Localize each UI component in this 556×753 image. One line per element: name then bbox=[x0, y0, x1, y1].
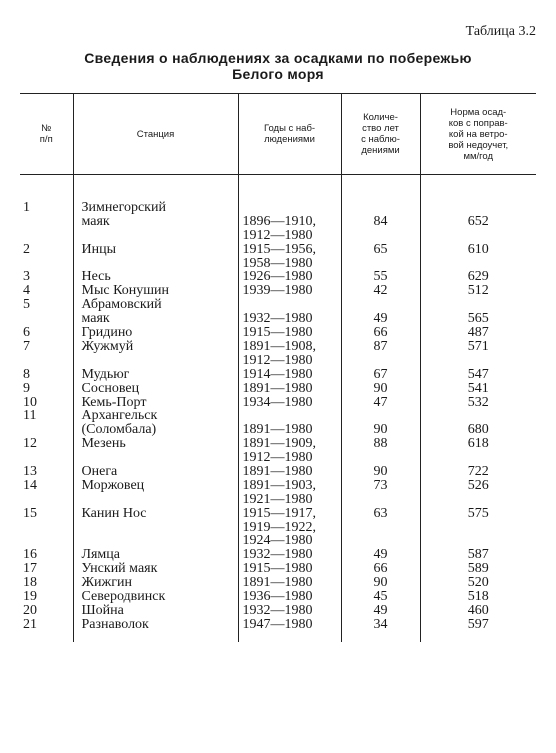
precipitation-norm bbox=[420, 590, 536, 604]
table-row bbox=[20, 465, 536, 479]
observation-years-line: 1891—1980 bbox=[242, 575, 313, 591]
precipitation-norm bbox=[420, 243, 536, 271]
precipitation-norm bbox=[420, 396, 536, 410]
station-name bbox=[73, 270, 238, 284]
years-count-line bbox=[342, 298, 420, 312]
years-count-line: 49 bbox=[373, 547, 388, 563]
observation-years-line: 1934—1980 bbox=[242, 394, 313, 410]
row-number: 16 bbox=[23, 547, 37, 563]
table-row bbox=[20, 604, 536, 618]
years-count-line: 88 bbox=[373, 436, 388, 452]
years-count-line: 45 bbox=[373, 589, 388, 605]
precipitation-norm bbox=[420, 618, 536, 632]
row-number: 20 bbox=[23, 603, 37, 618]
station-name bbox=[73, 396, 238, 410]
station-name bbox=[73, 298, 238, 326]
years-count bbox=[341, 576, 420, 590]
precipitation-norm-line: 652 bbox=[467, 213, 489, 229]
station-name bbox=[73, 437, 238, 465]
precipitation-norm-line: 547 bbox=[467, 366, 489, 382]
station-name bbox=[73, 326, 238, 340]
years-count-line: 42 bbox=[373, 283, 388, 299]
precipitation-norm bbox=[420, 298, 536, 326]
station-name-line: Шойна bbox=[81, 603, 124, 618]
observation-years bbox=[238, 326, 341, 340]
header-num bbox=[20, 94, 73, 175]
station-name bbox=[73, 507, 238, 549]
precipitation-norm bbox=[420, 368, 536, 382]
observation-years bbox=[238, 409, 341, 437]
header-count bbox=[341, 94, 420, 175]
precipitation-norm-line: 565 bbox=[467, 311, 489, 327]
precipitation-norm bbox=[420, 340, 536, 368]
table-row bbox=[20, 562, 536, 576]
table-row bbox=[20, 548, 536, 562]
years-count bbox=[341, 326, 420, 340]
row-number: 18 bbox=[23, 575, 37, 591]
precipitation-norm bbox=[420, 479, 536, 507]
station-name bbox=[73, 284, 238, 298]
observation-years-line: 1891—1903, bbox=[242, 477, 316, 493]
station-name bbox=[73, 548, 238, 562]
precipitation-norm-line: 587 bbox=[467, 547, 489, 563]
observation-years bbox=[238, 298, 341, 326]
years-count-line: 84 bbox=[373, 213, 388, 229]
precipitation-norm bbox=[420, 409, 536, 437]
station-name bbox=[73, 590, 238, 604]
station-name-line: Кемь-Порт bbox=[81, 394, 147, 410]
station-name-line: Моржовец bbox=[81, 477, 145, 493]
precipitation-table bbox=[20, 93, 536, 642]
table-row bbox=[20, 409, 536, 437]
observation-years bbox=[238, 382, 341, 396]
observation-years-line: 1939—1980 bbox=[242, 283, 313, 299]
years-count bbox=[341, 201, 420, 243]
row-number: 10 bbox=[23, 394, 37, 410]
years-count bbox=[341, 604, 420, 618]
precipitation-norm bbox=[420, 562, 536, 576]
table-row bbox=[20, 340, 536, 368]
precipitation-norm-line: 680 bbox=[467, 422, 489, 438]
station-name-line: Онега bbox=[81, 464, 118, 480]
years-count-line: 49 bbox=[373, 311, 388, 327]
observation-years bbox=[238, 396, 341, 410]
table-header-row bbox=[20, 94, 536, 175]
observation-years bbox=[238, 270, 341, 284]
precipitation-norm bbox=[420, 270, 536, 284]
station-name bbox=[73, 618, 238, 632]
observation-years bbox=[238, 548, 341, 562]
observation-years bbox=[238, 479, 341, 507]
header-norm-line: вой недоучет, bbox=[448, 139, 509, 151]
observation-years bbox=[238, 604, 341, 618]
years-count-line: 47 bbox=[373, 394, 388, 410]
observation-years-line: 1891—1980 bbox=[242, 464, 313, 480]
table-row bbox=[20, 270, 536, 284]
header-station bbox=[73, 94, 238, 175]
observation-years bbox=[238, 201, 341, 243]
observation-years-line: 1936—1980 bbox=[242, 589, 313, 605]
years-count bbox=[341, 409, 420, 437]
years-count-line: 63 bbox=[373, 505, 388, 521]
years-count-line: 90 bbox=[373, 575, 388, 591]
observation-years bbox=[238, 284, 341, 298]
precipitation-norm bbox=[420, 437, 536, 465]
station-name bbox=[73, 604, 238, 618]
table-row bbox=[20, 243, 536, 271]
header-station-line: Станция bbox=[136, 128, 175, 140]
observation-years-line: 1891—1980 bbox=[242, 380, 313, 396]
precipitation-norm-line: 575 bbox=[467, 505, 489, 521]
precipitation-norm-line bbox=[421, 201, 537, 215]
observation-years bbox=[238, 465, 341, 479]
observation-years-line: 1896—1910, bbox=[242, 213, 316, 229]
years-count-line: 66 bbox=[373, 325, 388, 341]
table-row bbox=[20, 576, 536, 590]
station-name-line: маяк bbox=[81, 311, 110, 327]
years-count bbox=[341, 590, 420, 604]
station-name-line: Унский маяк bbox=[81, 561, 158, 577]
precipitation-norm-line: 541 bbox=[467, 380, 489, 396]
observation-years-line: 1891—1909, bbox=[242, 436, 316, 452]
observation-years bbox=[238, 507, 341, 549]
years-count-line: 55 bbox=[373, 269, 388, 285]
station-name-line: Канин Нос bbox=[81, 505, 147, 521]
observation-years-line: 1912—1980 bbox=[242, 450, 313, 466]
table-number-label: Таблица 3.2 bbox=[465, 24, 536, 39]
precipitation-norm bbox=[420, 604, 536, 618]
station-name-line: Жижгин bbox=[81, 575, 132, 591]
observation-years-line: 1915—1917, bbox=[242, 505, 316, 521]
end-row bbox=[20, 632, 536, 642]
observation-years-line: 1932—1980 bbox=[242, 547, 313, 563]
observation-years-line: 1891—1980 bbox=[242, 422, 313, 438]
header-count-line: ство лет bbox=[362, 123, 399, 134]
observation-years-line: 1924—1980 bbox=[242, 533, 313, 549]
observation-years-line bbox=[243, 409, 341, 423]
header-num-line: п/п bbox=[39, 134, 53, 145]
observation-years-line: 1921—1980 bbox=[242, 491, 313, 507]
header-count-line: дениями bbox=[361, 145, 400, 156]
precipitation-norm bbox=[420, 382, 536, 396]
header-years-line: Годы с наб- bbox=[263, 123, 316, 134]
row-number: 2 bbox=[23, 241, 30, 257]
station-name bbox=[73, 465, 238, 479]
precipitation-norm bbox=[420, 548, 536, 562]
station-name-line: Северодвинск bbox=[81, 589, 166, 605]
spacer-cell bbox=[73, 175, 238, 202]
table-row bbox=[20, 284, 536, 298]
header-count-line: Количе- bbox=[363, 112, 398, 123]
header-years-line: людениями bbox=[264, 134, 315, 145]
row-number: 15 bbox=[23, 505, 37, 521]
years-count bbox=[341, 396, 420, 410]
years-count bbox=[341, 340, 420, 368]
station-name bbox=[73, 576, 238, 590]
row-number: 14 bbox=[23, 477, 37, 493]
observation-years-line: 1919—1922, bbox=[242, 519, 316, 535]
table-title-line-2: Белого моря bbox=[232, 66, 324, 82]
precipitation-norm-line: 610 bbox=[467, 241, 489, 257]
end-cell bbox=[73, 632, 238, 642]
observation-years bbox=[238, 618, 341, 632]
spacer-row bbox=[20, 175, 536, 202]
years-count bbox=[341, 243, 420, 271]
years-count bbox=[341, 507, 420, 549]
precipitation-norm-line bbox=[421, 298, 537, 312]
table-row bbox=[20, 368, 536, 382]
observation-years-line bbox=[243, 201, 341, 215]
precipitation-norm-line: 597 bbox=[467, 616, 489, 632]
observation-years bbox=[238, 340, 341, 368]
spacer-cell bbox=[238, 175, 341, 202]
precipitation-norm-line: 722 bbox=[467, 464, 489, 480]
observation-years-line: 1912—1980 bbox=[242, 227, 313, 243]
precipitation-norm bbox=[420, 465, 536, 479]
years-count bbox=[341, 562, 420, 576]
header-norm-line: Норма осад- bbox=[450, 106, 507, 118]
observation-years-line: 1915—1980 bbox=[242, 561, 313, 577]
years-count-line: 66 bbox=[373, 561, 388, 577]
station-name-line: Зимнегорский bbox=[81, 200, 166, 215]
years-count-line: 90 bbox=[373, 464, 388, 480]
precipitation-norm bbox=[420, 576, 536, 590]
precipitation-norm-line: 487 bbox=[467, 325, 489, 341]
observation-years-line bbox=[243, 298, 341, 312]
years-count-line: 87 bbox=[373, 338, 388, 354]
end-cell bbox=[420, 632, 536, 642]
precipitation-norm-line: 526 bbox=[467, 477, 489, 493]
observation-years bbox=[238, 243, 341, 271]
years-count-line: 49 bbox=[373, 603, 388, 618]
station-name-line: Несь bbox=[81, 269, 111, 285]
precipitation-norm-line bbox=[421, 409, 537, 423]
years-count-line: 34 bbox=[373, 616, 388, 632]
header-norm-line: ков с поправ- bbox=[448, 117, 508, 129]
row-number: 1 bbox=[23, 200, 30, 215]
row-number: 4 bbox=[23, 283, 30, 299]
precipitation-norm bbox=[420, 507, 536, 549]
station-name-line: Инцы bbox=[81, 241, 117, 257]
header-norm-line: мм/год bbox=[463, 150, 494, 162]
station-name bbox=[73, 409, 238, 437]
precipitation-norm bbox=[420, 284, 536, 298]
observation-years bbox=[238, 576, 341, 590]
station-name bbox=[73, 479, 238, 507]
observation-years-line: 1914—1980 bbox=[242, 366, 313, 382]
observation-years-line: 1947—1980 bbox=[242, 616, 313, 632]
row-number: 19 bbox=[23, 589, 37, 605]
row-number: 21 bbox=[23, 616, 37, 632]
row-number: 9 bbox=[23, 380, 30, 396]
precipitation-norm bbox=[420, 201, 536, 243]
years-count-line: 65 bbox=[373, 241, 388, 257]
row-number: 5 bbox=[23, 297, 30, 313]
years-count-line: 73 bbox=[373, 477, 388, 493]
spacer-cell bbox=[341, 175, 420, 202]
station-name-line: Разнаволок bbox=[81, 616, 149, 632]
station-name-line: Лямца bbox=[81, 547, 120, 563]
table-row bbox=[20, 201, 536, 243]
table-row bbox=[20, 396, 536, 410]
row-number: 6 bbox=[23, 325, 30, 341]
years-count-line bbox=[342, 409, 420, 423]
table-row bbox=[20, 298, 536, 326]
years-count bbox=[341, 437, 420, 465]
precipitation-norm-line: 571 bbox=[467, 338, 489, 354]
row-number: 7 bbox=[23, 338, 30, 354]
years-count bbox=[341, 479, 420, 507]
years-count bbox=[341, 284, 420, 298]
observation-years-line: 1915—1980 bbox=[242, 325, 313, 341]
row-number: 3 bbox=[23, 269, 30, 285]
station-name bbox=[73, 562, 238, 576]
table-row bbox=[20, 618, 536, 632]
table-row bbox=[20, 437, 536, 465]
table-row bbox=[20, 590, 536, 604]
station-name bbox=[73, 243, 238, 271]
precipitation-norm-line: 532 bbox=[467, 394, 489, 410]
observation-years-line: 1915—1956, bbox=[242, 241, 316, 257]
station-name-line: (Соломбала) bbox=[81, 422, 157, 438]
station-name-line: Архангельск bbox=[81, 408, 158, 424]
years-count bbox=[341, 298, 420, 326]
years-count-line: 90 bbox=[373, 422, 388, 438]
table-title bbox=[0, 50, 556, 82]
row-number: 11 bbox=[23, 408, 37, 424]
header-norm bbox=[420, 94, 536, 175]
years-count-line bbox=[342, 201, 420, 215]
station-name-line: маяк bbox=[81, 213, 110, 229]
station-name-line: Сосновец bbox=[81, 380, 140, 396]
observation-years-line: 1932—1980 bbox=[242, 311, 313, 327]
precipitation-norm-line: 618 bbox=[467, 436, 489, 452]
observation-years bbox=[238, 437, 341, 465]
end-cell bbox=[238, 632, 341, 642]
station-name-line: Мезень bbox=[81, 436, 126, 452]
observation-years-line: 1891—1908, bbox=[242, 338, 316, 354]
station-name bbox=[73, 368, 238, 382]
table-row bbox=[20, 479, 536, 507]
observation-years-line: 1958—1980 bbox=[242, 255, 313, 271]
station-name bbox=[73, 340, 238, 368]
precipitation-norm-line: 629 bbox=[467, 269, 489, 285]
station-name bbox=[73, 382, 238, 396]
observation-years-line: 1932—1980 bbox=[242, 603, 313, 618]
table-row bbox=[20, 382, 536, 396]
years-count-line: 67 bbox=[373, 366, 388, 382]
station-name-line: Мудьюг bbox=[81, 366, 130, 382]
spacer-cell bbox=[420, 175, 536, 202]
header-norm-line: кой на ветро- bbox=[448, 128, 508, 140]
years-count-line: 90 bbox=[373, 380, 388, 396]
station-name-line: Гридино bbox=[81, 325, 133, 341]
header-count-line: с наблю- bbox=[361, 134, 400, 145]
years-count bbox=[341, 382, 420, 396]
row-number: 13 bbox=[23, 464, 37, 480]
spacer-cell bbox=[20, 175, 73, 202]
precipitation-norm bbox=[420, 326, 536, 340]
table-row bbox=[20, 507, 536, 549]
header-years bbox=[238, 94, 341, 175]
observation-years-line: 1912—1980 bbox=[242, 352, 313, 368]
precipitation-norm-line: 589 bbox=[467, 561, 489, 577]
years-count bbox=[341, 270, 420, 284]
years-count bbox=[341, 618, 420, 632]
observation-years bbox=[238, 368, 341, 382]
table-row bbox=[20, 326, 536, 340]
precipitation-norm-line: 520 bbox=[467, 575, 489, 591]
years-count bbox=[341, 368, 420, 382]
table-body bbox=[20, 175, 536, 642]
station-name-line: Мыс Конушин bbox=[81, 283, 169, 299]
observation-years bbox=[238, 562, 341, 576]
table-title-line-1: Сведения о наблюдениях за осадками по побережью bbox=[84, 50, 472, 66]
row-number: 12 bbox=[23, 436, 37, 452]
precipitation-norm-line: 460 bbox=[467, 603, 489, 618]
observation-years-line: 1926—1980 bbox=[242, 269, 313, 285]
observation-years bbox=[238, 590, 341, 604]
precipitation-norm-line: 512 bbox=[467, 283, 489, 299]
end-cell bbox=[341, 632, 420, 642]
row-number: 8 bbox=[23, 366, 30, 382]
station-name-line: Жужмуй bbox=[81, 338, 134, 354]
end-cell bbox=[20, 632, 73, 642]
years-count bbox=[341, 548, 420, 562]
station-name bbox=[73, 201, 238, 243]
header-num-line: № bbox=[41, 123, 52, 134]
years-count bbox=[341, 465, 420, 479]
row-number: 17 bbox=[23, 561, 37, 577]
station-name-line: Абрамовский bbox=[81, 297, 162, 313]
precipitation-norm-line: 518 bbox=[467, 589, 489, 605]
